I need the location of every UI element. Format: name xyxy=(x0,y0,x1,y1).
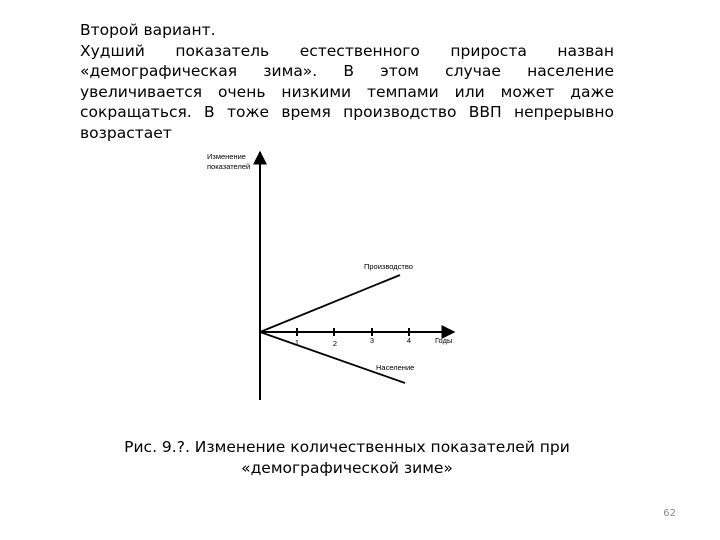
series-label-production: Производство xyxy=(364,262,413,271)
y-axis-label-line1: Изменение xyxy=(207,152,246,161)
series-line-production xyxy=(260,275,400,332)
heading: Второй вариант. xyxy=(80,21,216,39)
figure-caption xyxy=(80,437,614,478)
x-axis-label: Годы xyxy=(435,336,453,345)
diagram xyxy=(195,145,470,410)
caption-line-2: «демографической зиме» xyxy=(241,458,453,477)
tick-label: 4 xyxy=(406,336,412,345)
caption-line-1: Рис. 9.?. Изменение количественных показателей при xyxy=(124,438,570,456)
tick-label: 1 xyxy=(294,338,300,347)
tick-label: 2 xyxy=(332,339,338,348)
tick-label: 3 xyxy=(369,336,375,345)
text-block xyxy=(80,20,614,143)
slide-number: 62 xyxy=(663,508,676,519)
paragraph: Худший показатель естественного прироста назван «демографическая зима». В этом случае население увеличивается очень низкими темпами или может даже сокращаться. В тоже время производство ВВП непрерывно возрастает xyxy=(80,41,614,142)
y-axis-label-line2: показателей xyxy=(207,162,251,171)
diagram-svg xyxy=(195,145,470,410)
series-label-population: Население xyxy=(376,363,415,372)
